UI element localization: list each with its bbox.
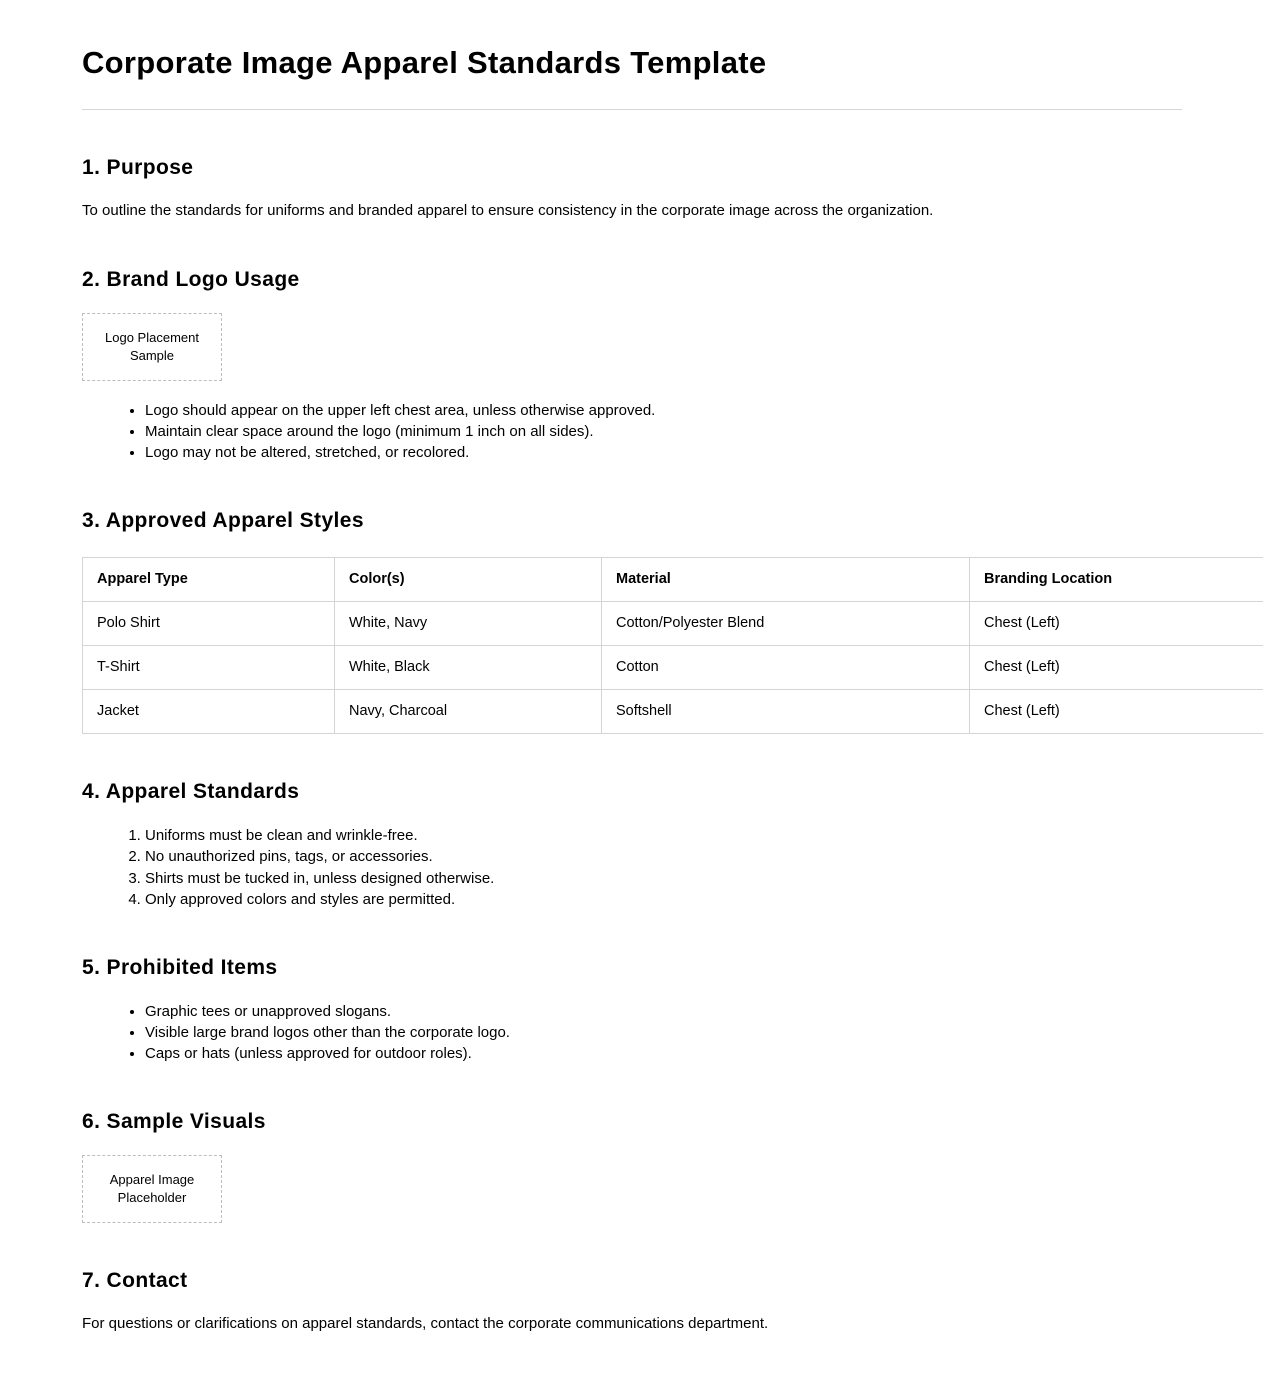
table-cell: White, Navy — [335, 601, 602, 645]
list-item: 2. No unauthorized pins, tags, or accessories. — [145, 846, 1182, 867]
table-header-cell: Color(s) — [335, 557, 602, 601]
table-row — [83, 645, 1263, 689]
list-item: 3. Shirts must be tucked in, unless designed otherwise. — [145, 868, 1182, 889]
table-cell: Softshell — [602, 689, 970, 733]
table-cell: Cotton/Polyester Blend — [602, 601, 970, 645]
brand-logo-usage-list — [82, 400, 1182, 464]
page-title: Corporate Image Apparel Standards Template — [82, 44, 1182, 109]
contact-body-text: For questions or clarifications on apparel standards, contact the corporate communications department. — [82, 1313, 1182, 1335]
list-item: • Maintain clear space around the logo (minimum 1 inch on all sides). — [145, 421, 1182, 442]
logo-placement-placeholder — [82, 313, 222, 381]
section-heading-brand-logo-usage: 2. Brand Logo Usage — [82, 266, 1182, 293]
section-heading-prohibited-items: 5. Prohibited Items — [82, 954, 1182, 981]
apparel-standards-list — [82, 825, 1182, 910]
prohibited-items-list — [82, 1001, 1182, 1065]
table-cell: Chest (Left) — [970, 601, 1263, 645]
list-item: • Visible large brand logos other than the corporate logo. — [145, 1022, 1182, 1043]
table-row — [83, 601, 1263, 645]
table-header-cell: Material — [602, 557, 970, 601]
list-item: • Logo may not be altered, stretched, or recolored. — [145, 442, 1182, 463]
section-heading-apparel-standards: 4. Apparel Standards — [82, 778, 1182, 805]
logo-placement-placeholder-label: Logo Placement Sample — [83, 329, 221, 364]
apparel-image-placeholder-label: Apparel Image Placeholder — [83, 1171, 221, 1206]
table-header-row — [83, 557, 1263, 601]
table-cell: Chest (Left) — [970, 689, 1263, 733]
section-heading-approved-apparel-styles: 3. Approved Apparel Styles — [82, 507, 1182, 534]
table-cell: Chest (Left) — [970, 645, 1263, 689]
table-body — [83, 601, 1263, 733]
list-item: • Logo should appear on the upper left chest area, unless otherwise approved. — [145, 400, 1182, 421]
table-cell: T-Shirt — [83, 645, 335, 689]
list-item: 1. Uniforms must be clean and wrinkle-free. — [145, 825, 1182, 846]
section-heading-sample-visuals: 6. Sample Visuals — [82, 1108, 1182, 1135]
section-heading-purpose: 1. Purpose — [82, 154, 1182, 181]
table-cell: Jacket — [83, 689, 335, 733]
section-heading-contact: 7. Contact — [82, 1267, 1182, 1294]
purpose-body-text: To outline the standards for uniforms and branded apparel to ensure consistency in the corporate image across the organization. — [82, 200, 1182, 222]
table-cell: Polo Shirt — [83, 601, 335, 645]
list-item: 4. Only approved colors and styles are permitted. — [145, 889, 1182, 910]
table-cell: Cotton — [602, 645, 970, 689]
title-divider — [82, 109, 1182, 110]
table-header-cell: Apparel Type — [83, 557, 335, 601]
table-cell: Navy, Charcoal — [335, 689, 602, 733]
table-row — [83, 689, 1263, 733]
table-cell: White, Black — [335, 645, 602, 689]
apparel-image-placeholder — [82, 1155, 222, 1223]
table-head — [83, 557, 1263, 601]
list-item: • Caps or hats (unless approved for outdoor roles). — [145, 1043, 1182, 1064]
table-header-cell: Branding Location — [970, 557, 1263, 601]
list-item: • Graphic tees or unapproved slogans. — [145, 1001, 1182, 1022]
approved-apparel-styles-table — [82, 557, 1263, 734]
